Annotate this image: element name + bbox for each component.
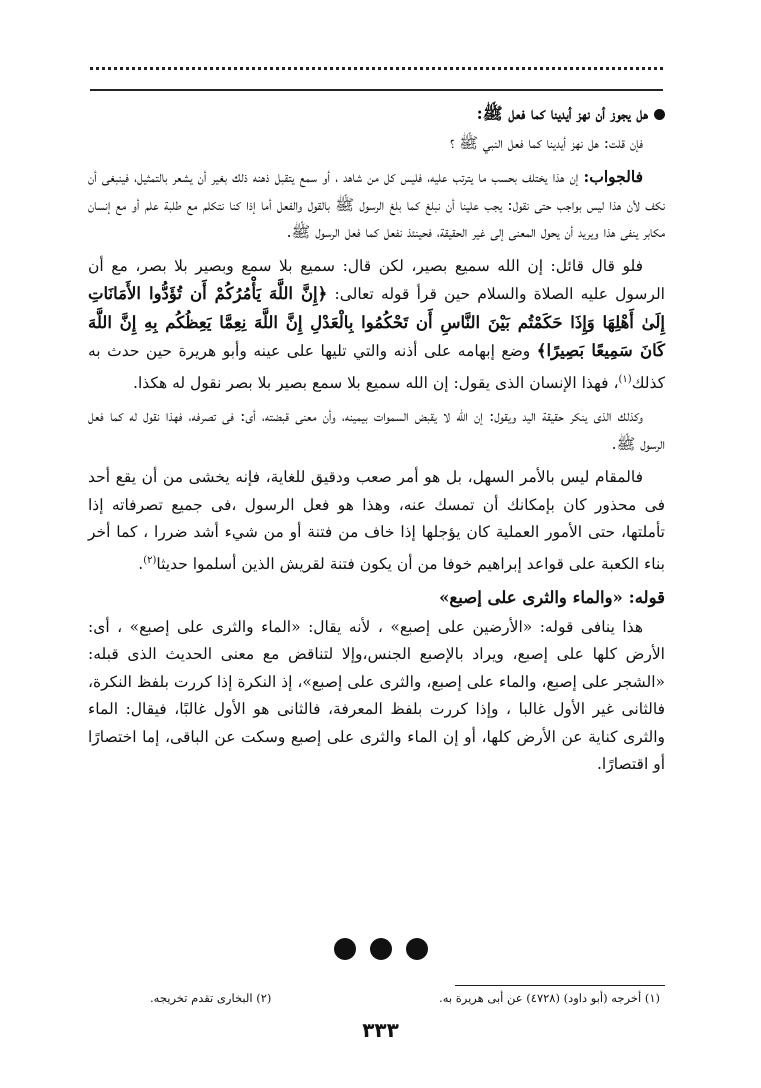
text-segment: ، فهذا الإنسان الذى يقول: إن الله سميع بلا سمع بصير بلا بصر نقول له هكذا. bbox=[133, 373, 619, 392]
answer-lead: فالجواب: bbox=[583, 167, 643, 186]
quran-verse: ﴿إِنَّ اللَّهَ يَأْمُرُكُمْ أَن تُؤَدُّوا الأَمَانَاتِ إِلَىٰ أَهْلِهَا وَإِذَا حَكَمْتُم بَيْنَ النَّاسِ أَن تَحْكُمُوا بِالْعَدْلِ إِنَّ اللَّهَ نِعِمَّا يَعِظُكُم بِهِ إِنَّ اللَّهَ كَانَ سَمِيعًا بَصِيرًا﴾ bbox=[88, 284, 666, 360]
separator-dot-icon bbox=[406, 938, 428, 960]
main-text bbox=[88, 100, 665, 785]
header-dotted-rule bbox=[90, 67, 663, 70]
section-heading-1-text: هل يجوز أن نهز أيدينا كما فعل ﷺ: bbox=[476, 104, 648, 123]
footnote-2: (٢) البخارى تقدم تخريجه. bbox=[150, 991, 272, 1005]
footnote-ref-1: (١) bbox=[618, 373, 632, 385]
text-segment: . bbox=[138, 554, 144, 573]
footnote-ref-2: (٢) bbox=[143, 554, 157, 566]
paragraph-answer bbox=[88, 163, 665, 247]
separator-dot-icon bbox=[334, 938, 356, 960]
paragraph-hand: وكذلك الذى ينكر حقيقة اليد ويقول: إن الله لا يقبض السموات بيمينه، وأن معنى قبضته، أى: فى تصرفه، فهذا نقول له كما فعل الرسول ﷺ. bbox=[88, 407, 665, 453]
text-segment: وضع إبهامه على أذنه والتي تليها على عينه وأبو هريرة حين حدث به كذلك bbox=[88, 342, 665, 392]
section-heading-1 bbox=[88, 100, 665, 128]
footnote-rule bbox=[455, 985, 665, 986]
paragraph-water-earth: هذا ينافى قوله: «الأرضين على إصبع» ، لأنه يقال: «الماء والثرى على إصبع» ، أى: الأرض كلها على إصبع، ويراد بالإصبع الجنس،وإلا لتناقض مع معنى الحديث الذى قبله: «الشجر على إصبع، والماء على إصبع، والثرى على إصبع»، إذ النكرة إذا كررت بلفظ النكرة، فالثانى غير الأول غالبا ، وإذا كررت بلفظ المعرفة، فالثانى هو الأول غالبًا، فيقال: الماء والثرى كناية عن الأرض كلها، أو إن الماء والثرى على إصبع وسكت عن الباقى، إما اختصارًا أو اقتصارًا. bbox=[88, 617, 665, 774]
paragraph-question: فإن قلت: هل نهز أيدينا كما فعل النبي ﷺ ؟ bbox=[450, 133, 643, 152]
paragraph-hearing-seeing bbox=[88, 253, 665, 398]
footnotes bbox=[150, 991, 660, 1005]
paragraph-caution bbox=[88, 464, 665, 578]
separator-dot-icon bbox=[370, 938, 392, 960]
answer-body: إن هذا يختلف بحسب ما يترتب عليه، فليس كل من شاهد ، أو سمع يتقبل ذهنه ذلك بغير أن يشعر بالتمثيل، فينبغى أن نكف لأن هذا ليس بواجب حتى نقول: يجب علينا أن نبلغ كما بلغ الرسول ﷺ بالقول والفعل أما إذا كنا نتكلم مع طلبة علم أو مع إنسان مكابر ينفى هذا ويريد أن يحول المعنى إلى غير الحقيقة، فحينئذ نفعل كما فعل الرسول ﷺ. bbox=[88, 168, 665, 241]
page-number: ٣٣٣ bbox=[362, 1018, 399, 1042]
text-segment: فالمقام ليس بالأمر السهل، بل هو أمر صعب ودقيق للغاية، فإنه يخشى من أن يقع أحد فى محذور كان بإمكانك أن تمسك عنه، وهذا هو فعل الرسول ،فى جميع تصرفاته إذا تأملتها، حتى الأمور العملية كان يؤجلها إذا خاف من فتنة أو من شيء أشد ضررا ، كما أخر بناء الكعبة على قواعد إبراهيم خوفا من أن يكون فتنة لقريش الذين أسلموا حديثا bbox=[88, 468, 665, 573]
section-separator bbox=[0, 938, 761, 964]
text-segment: فلو قال قائل: إن الله سميع بصير، لكن قال: سميع بلا سمع وبصير بلا بصر، مع أن الرسول عليه الصلاة والسلام حين قرأ قوله تعالى: bbox=[88, 256, 665, 303]
section-heading-2: قوله: «والماء والثرى على إصبع» bbox=[439, 588, 665, 608]
bullet-icon bbox=[654, 109, 665, 120]
header-solid-rule bbox=[90, 89, 663, 91]
footnote-1: (١) أخرجه (أبو داود) (٤٧٢٨) عن أبى هريرة به. bbox=[439, 991, 660, 1005]
